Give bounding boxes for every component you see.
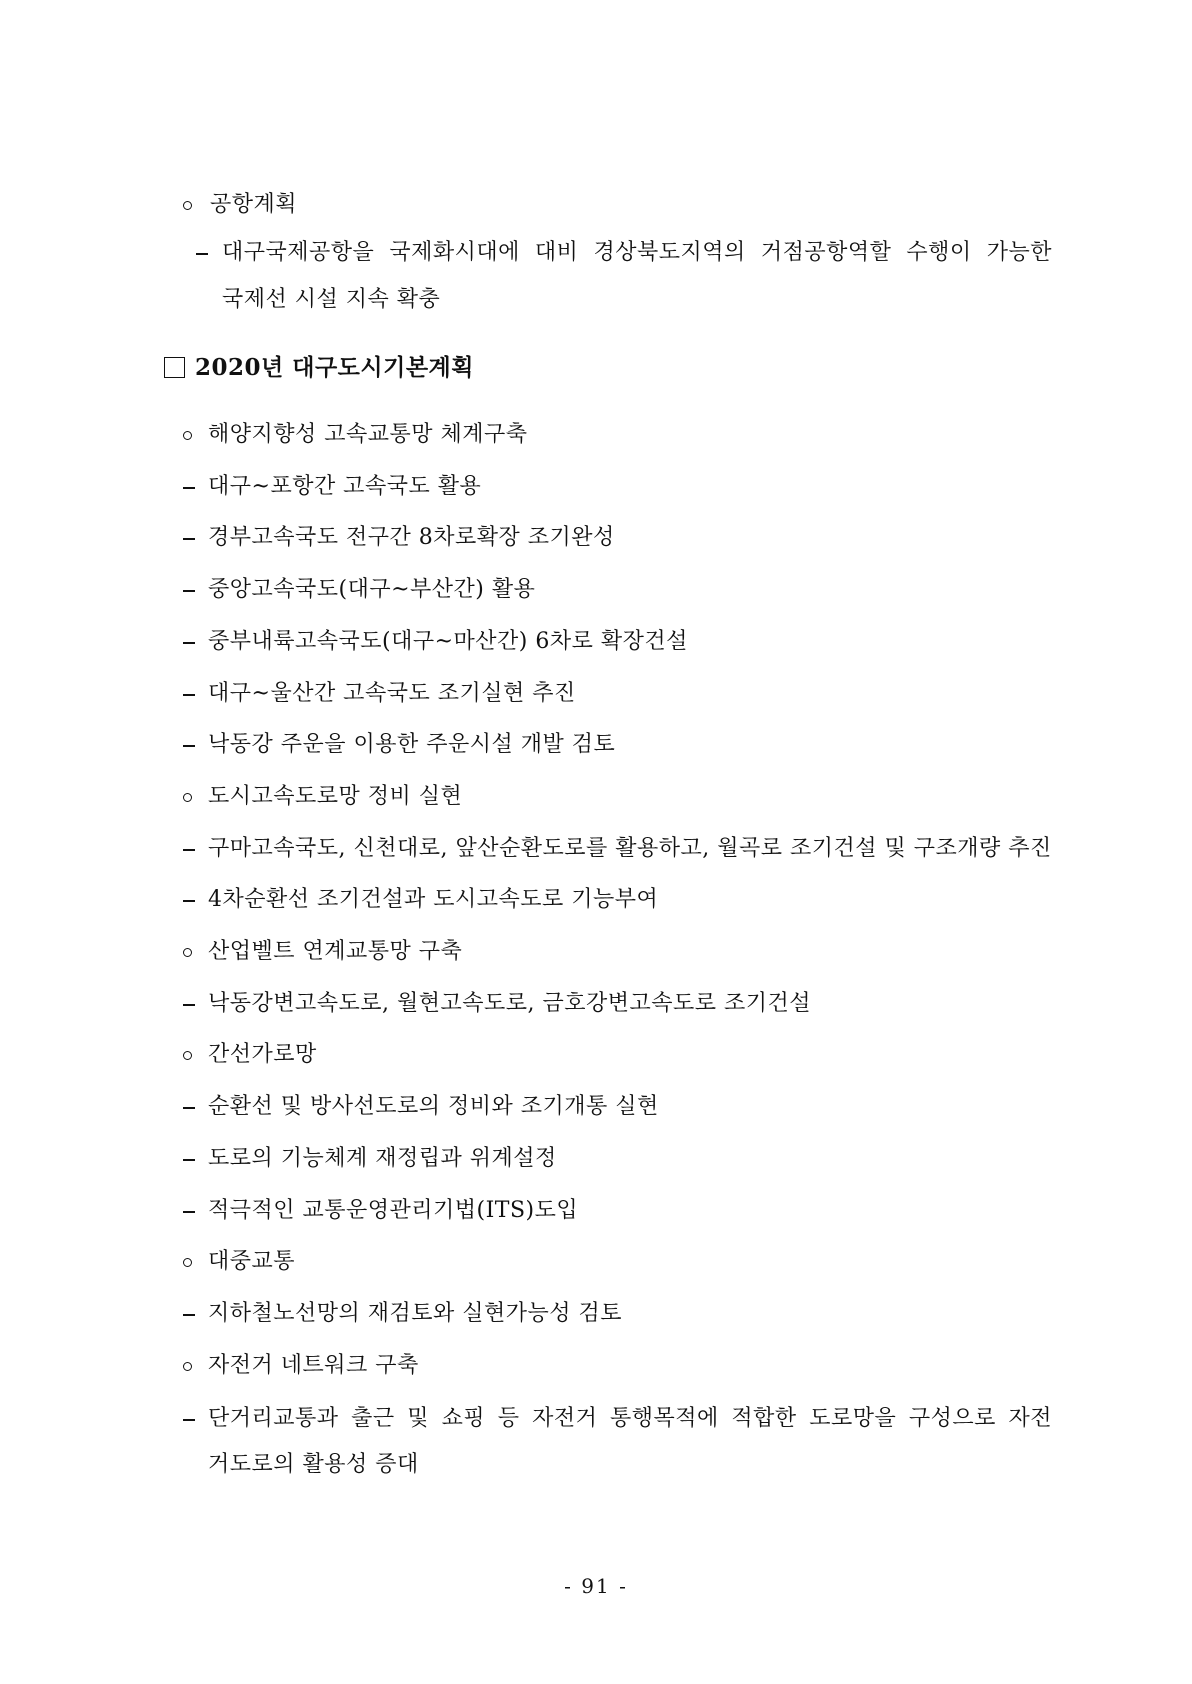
bullet-text: 자전거 네트워크 구축 [208, 1353, 419, 1378]
dash-bullet-icon [183, 1004, 195, 1006]
checkbox-square-icon [164, 357, 185, 378]
dash-text: 낙동강변고속도로, 월현고속도로, 금호강변고속도로 조기건설 [208, 991, 812, 1016]
dash-bullet-icon [183, 590, 195, 592]
dash-bullet-icon [183, 1419, 195, 1421]
dash-bullet-icon [183, 694, 195, 696]
section-heading: 2020년 대구도시기본계획 [195, 354, 474, 381]
bullet-text: 산업벨트 연계교통망 구축 [208, 939, 463, 964]
bullet-text: 해양지향성 고속교통망 체계구축 [208, 422, 528, 447]
dash-text: 지하철노선망의 재검토와 실현가능성 검토 [208, 1301, 623, 1326]
dash-text: 중앙고속국도(대구~부산간) 활용 [208, 577, 536, 602]
circle-bullet-icon [183, 948, 192, 957]
dash-bullet-icon [183, 642, 195, 644]
dash-bullet-icon [183, 745, 195, 747]
circle-bullet-icon [183, 201, 192, 210]
dash-text-line2: 거도로의 활용성 증대 [208, 1452, 419, 1477]
dash-text: 대구~울산간 고속국도 조기실현 추진 [208, 681, 576, 706]
bullet-text: 간선가로망 [208, 1042, 317, 1067]
circle-bullet-icon [183, 431, 192, 440]
dash-bullet-icon [183, 1211, 195, 1213]
dash-text: 중부내륙고속국도(대구~마산간) 6차로 확장건설 [208, 629, 688, 654]
dash-bullet-icon [183, 1107, 195, 1109]
dash-text: 구마고속국도, 신천대로, 앞산순환도로를 활용하고, 월곡로 조기건설 및 구조개량 추진 [208, 836, 1052, 861]
dash-text: 낙동강 주운을 이용한 주운시설 개발 검토 [208, 732, 616, 757]
page-number: - 91 - [564, 1574, 628, 1598]
dash-bullet-icon [183, 538, 195, 540]
dash-bullet-icon [183, 487, 195, 489]
dash-bullet-icon [183, 1159, 195, 1161]
dash-text-line1: 대구국제공항을 국제화시대에 대비 경상북도지역의 거점공항역할 수행이 가능한 [222, 240, 1052, 265]
circle-bullet-icon [183, 1258, 192, 1267]
dash-text: 도로의 기능체계 재정립과 위계설정 [208, 1146, 557, 1171]
dash-bullet-icon [183, 849, 195, 851]
bullet-text: 공항계획 [210, 192, 298, 217]
dash-text: 4차순환선 조기건설과 도시고속도로 기능부여 [208, 887, 659, 912]
dash-text: 적극적인 교통운영관리기법(ITS)도입 [208, 1198, 579, 1223]
dash-text: 경부고속국도 전구간 8차로확장 조기완성 [208, 525, 615, 550]
dash-text-line2: 국제선 시설 지속 확충 [222, 287, 441, 312]
dash-bullet-icon [183, 1314, 195, 1316]
dash-text-line1: 단거리교통과 출근 및 쇼핑 등 자전거 통행목적에 적합한 도로망을 구성으로 자전 [208, 1406, 1052, 1431]
bullet-text: 도시고속도로망 정비 실현 [208, 784, 463, 809]
bullet-text: 대중교통 [208, 1249, 296, 1274]
dash-text: 순환선 및 방사선도로의 정비와 조기개통 실현 [208, 1094, 659, 1119]
dash-text: 대구~포항간 고속국도 활용 [208, 474, 482, 499]
circle-bullet-icon [183, 1362, 192, 1371]
dash-bullet-icon [196, 253, 208, 255]
dash-bullet-icon [183, 900, 195, 902]
circle-bullet-icon [183, 1051, 192, 1060]
circle-bullet-icon [183, 793, 192, 802]
